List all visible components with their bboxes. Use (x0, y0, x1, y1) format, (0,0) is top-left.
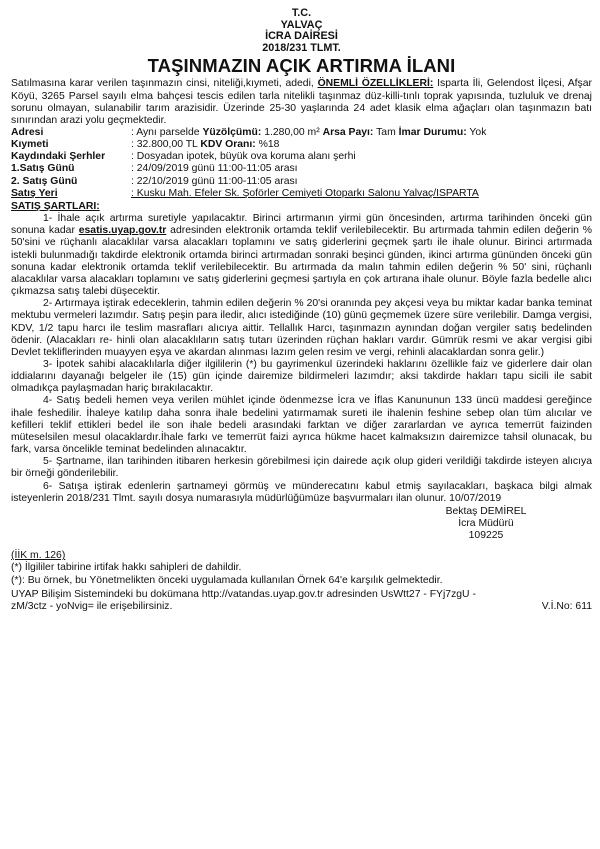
signature-block (411, 506, 561, 542)
share-label: Arsa Payı: (322, 127, 374, 138)
signatory-name: Bektaş DEMİREL (445, 505, 527, 517)
footer-line-2: zM/3ctz - yoNvig= ile erişebilirsiniz. (11, 600, 173, 612)
condition-5: 5- Şartname, ilan tarihinden itibaren herkesin görebilmesi için dairede açık olup gideri verildiği takdirde isteyen alıcıya bir örneği gönderilebilir. (11, 456, 592, 480)
footnote-1: (*) İlgililer tabirine irtifak hakkı sahipleri de dahildir. (11, 562, 242, 574)
sale-conditions (11, 201, 592, 505)
condition-2: 2- Artırmaya iştirak edeceklerin, tahmin edilen değerin % 20'si oranında pey akçesi veya bu miktar kadar banka teminat mektubu vermeleri lazımdır. Satış peşin para iledir, alıcı istediğinde (10) günü geçmemek üzere süre verilebilir. Damga vergisi, KDV, 1/2 tapu harcı ile teslim masrafları alıcıya aittir. Tellallık Harcı, taşınmazın aynından doğan vergiler satış bedelinden ödenir. (Alacakları re- hinli olan alacaklıların satış tutarı üzerinden rüçhan hakları vardır. Gümrük resmi ve akar vergisi gibi Devlet tekliflerinden muayyen eşya ve akardan alınması lazım gelen resim ve vergi, rehinli alacaklardan sonra gelir.) (11, 298, 592, 358)
detail-row-annotations (11, 151, 592, 163)
annotations-label: Kaydındaki Şerhler (11, 151, 106, 163)
important-features-label: ÖNEMLİ ÖZELLİKLERİ: (317, 78, 434, 90)
signatory-number: 109225 (468, 530, 504, 542)
header-tc: T.C. (291, 7, 312, 19)
zoning-label: İmar Durumu: (398, 127, 467, 138)
footnotes (11, 550, 592, 586)
address-value: : Aynı parselde (131, 127, 203, 138)
footer-line-1: UYAP Bilişim Sistemindeki bu dokümana http://vatandas.uyap.gov.tr adresinden UsWtt27 - FYj7zgU - (11, 588, 476, 600)
detail-row-value (11, 139, 592, 151)
value-amount: : 32.800,00 TL (131, 139, 201, 151)
first-sale-value: : 24/09/2019 günü 11:00-11:05 arası (131, 163, 298, 175)
first-sale-label: 1.Satış Günü (11, 163, 75, 175)
property-details (11, 127, 592, 200)
zoning-value: Yok (466, 127, 487, 138)
intro-paragraph (11, 78, 592, 127)
value-label: Kıymeti (11, 139, 49, 151)
condition-4: 4- Satış bedeli hemen veya verilen mühlet içinde ödenmezse İcra ve İflas Kanununun 133 üncü maddesi gereğince ihale feshedilir. İhaleye katılıp daha sonra ihale bedelini yatırmamak sureti ile ihalenin feshine sebep olan tüm alıcılar ve kefilleri teklif ettikleri bedel ile son ihale bedeli arasındaki farktan ve diğer zararlardan ve ayrıca temerrüt faizinden müteselsilen mesul olacaklardır.İhale farkı ve temerrüt faizi ayrıca hükme hacet kalmaksızın dairemizce tahsil olunacak, bu fark, varsa öncelikle teminat bedelinden alınacaktır. (11, 395, 592, 456)
address-label: Adresi (11, 127, 44, 138)
footnote-2: (*): Bu örnek, bu Yönetmelikten önceki uygulamada kullanılan Örnek 64'e karşılık gelmektedir. (11, 574, 443, 586)
area-label: Yüzölçümü: (202, 127, 262, 138)
vat-value: %18 (255, 139, 280, 151)
document-title: TAŞINMAZIN AÇIK ARTIRMA İLANI (147, 55, 456, 77)
detail-row-first-sale (11, 163, 592, 175)
header (11, 8, 592, 77)
condition-6: 6- Satışa iştirak edenlerin şartnameyi görmüş ve münderecatını kabul etmiş sayılacakları, başkaca bilgi almak isteyenlerin 2018/231 Tlmt. sayılı dosya numarasıyla müdürlüğümüze başvurmaları ilan olunur. 10/07/2019 (11, 480, 592, 504)
detail-row-second-sale (11, 176, 592, 188)
sale-place-value: : Kusku Mah. Efeler Sk. Şoförler Cemiyeti Otoparkı Salonu Yalvaç/ISPARTA (131, 187, 479, 199)
esatis-link[interactable]: esatis.uyap.gov.tr (78, 225, 167, 237)
area-value: 1.280,00 m² (261, 127, 323, 138)
second-sale-value: : 22/10/2019 günü 11:00-11:05 arası (131, 175, 298, 187)
condition-3: 3- İpotek sahibi alacaklılarla diğer ilgililerin (*) bu gayrimenkul üzerindeki haklarını özellikle faiz ve giderlere dair olan iddialarını dayanağı belgeler ile (15) gün içinde dairemize bildirmeleri lazımdır; aksi takdirde hakları tapu sicili ile sabit olmadıkça paylaşmadan hariç bırakılacaktır. (11, 358, 592, 395)
detail-row-sale-place (11, 188, 592, 200)
condition-1: 1- İhale açık artırma suretiyle yapılacaktır. Birinci artırmanın yirmi gün öncesinden, artırma tarihinden önceki gün sonuna kadar esatis.uyap.gov.tr adresinden elektronik ortamda teklif verilebilecektir. Bu artırmada tahmin edilen değerin % 50'sini ve rüçhanlı alacaklılar varsa alacakları toplamını ve satış giderlerini geçmek şartı ile ihale olunur. Birinci artırmada istekli bulunmadığı takdirde elektronik ortamda birinci artırmadan sonraki beşinci günden, ikinci artırma gününden önceki gün sonuna kadar elektronik ortamda teklif verilebilecektir. Bu artırmada da malın tahmin edilen değerin % 50' sini, rüçhanlı alacaklılar varsa alacakları toplamını ve satış giderlerini geçmesi şartıyla en çok artırana ihale olunur. Böyle fazla bedelle alıcı çıkmazsa satış talebi düşecektir. (11, 213, 592, 298)
detail-row-address (11, 127, 592, 139)
header-office: İCRA DAİRESİ (265, 30, 338, 43)
law-reference: (İİK m. 126) (11, 550, 66, 562)
signatory-role: İcra Müdürü (458, 518, 514, 529)
conditions-title: SATIŞ ŞARTLARI: (11, 200, 100, 212)
uyap-footer (11, 589, 592, 613)
footer-vi-number: V.İ.No: 611 (541, 600, 592, 612)
intro-lead: Satılmasına karar verilen taşınmazın cinsi, niteliği,kıymeti, adedi, (11, 78, 318, 90)
intro-body: Isparta İli, Gelendost İlçesi, Afşar Köyü, 3265 Parsel sayılı elma bahçesi tescis edilen tarla nitelikli taşınmaz düz-killi-tınlı toprak yapısında, tuzluluk ve drenaj sorunu olmayan, sulanabilir tarım arazisidir. Üzerinde 25-30 yaşlarında 24 adet klasik elma ağaçları olan taşınmazın batı sınırından arazi yolu geçmektedir. (11, 78, 592, 126)
vat-label: KDV Oranı: (200, 139, 256, 151)
annotations-value: : Dosyadan ipotek, büyük ova koruma alanı şerhi (131, 151, 356, 163)
header-city: YALVAÇ (280, 18, 323, 31)
sale-place-label: Satış Yeri (11, 187, 58, 199)
second-sale-label: 2. Satış Günü (11, 175, 78, 187)
header-file-number: 2018/231 TLMT. (262, 41, 341, 54)
share-value: Tam (373, 127, 399, 138)
